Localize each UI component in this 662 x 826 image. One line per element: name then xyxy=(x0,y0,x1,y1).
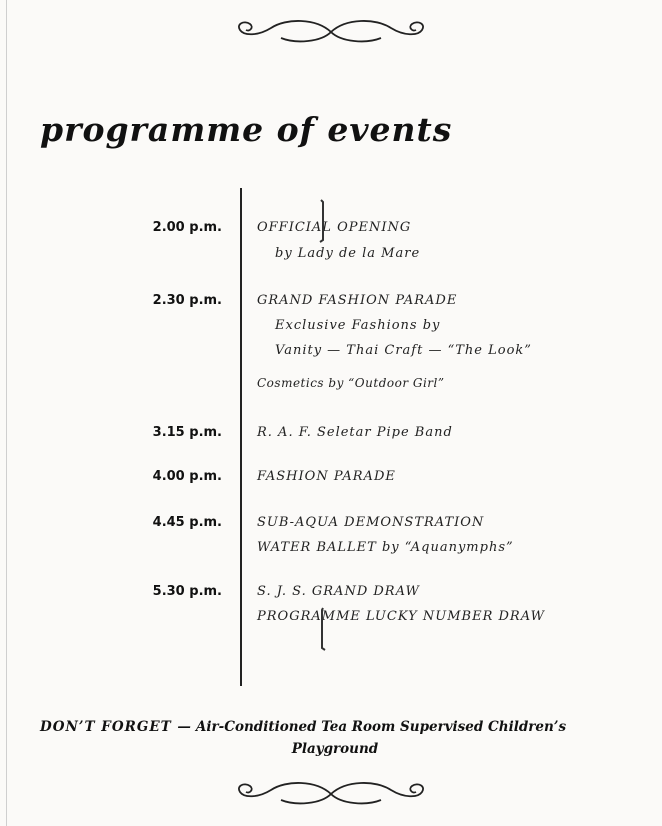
staple-icon xyxy=(319,198,327,244)
event-detail: Cosmetics by “Outdoor Girl” xyxy=(257,376,445,390)
page-edge xyxy=(6,0,7,826)
event-title: OFFICIAL OPENING xyxy=(257,220,412,235)
event-title: R. A. F. Seletar Pipe Band xyxy=(257,425,453,440)
event-detail: by Lady de la Mare xyxy=(275,246,421,261)
event-detail: Vanity — Thai Craft — “The Look” xyxy=(275,343,532,358)
event-title: SUB-AQUA DEMONSTRATION xyxy=(257,515,485,530)
event-time: 2.30 p.m. xyxy=(152,293,222,308)
scroll-ornament-icon xyxy=(226,774,436,814)
event-title: WATER BALLET by “Aquanymphs” xyxy=(257,540,514,555)
event-time: 4.00 p.m. xyxy=(152,469,222,484)
footer-note xyxy=(40,716,630,760)
event-time: 2.00 p.m. xyxy=(152,220,222,235)
event-title: GRAND FASHION PARADE xyxy=(257,293,458,308)
event-time: 5.30 p.m. xyxy=(152,584,222,599)
scroll-ornament-icon xyxy=(226,12,436,52)
event-time: 4.45 p.m. xyxy=(152,515,222,530)
footer-text: Playground xyxy=(291,741,379,757)
dont-forget-label: DON’T FORGET — xyxy=(40,719,192,735)
footer-text: Air-Conditioned Tea Room Supervised Children’s xyxy=(195,719,567,735)
page-title: programme of events xyxy=(40,110,453,149)
event-title: PROGRAMME LUCKY NUMBER DRAW xyxy=(257,609,545,624)
event-title: S. J. S. GRAND DRAW xyxy=(257,584,420,599)
event-time: 3.15 p.m. xyxy=(152,425,222,440)
staple-icon xyxy=(318,606,326,652)
event-title: FASHION PARADE xyxy=(257,469,396,484)
timeline-divider xyxy=(240,188,242,686)
event-detail: Exclusive Fashions by xyxy=(275,318,441,333)
